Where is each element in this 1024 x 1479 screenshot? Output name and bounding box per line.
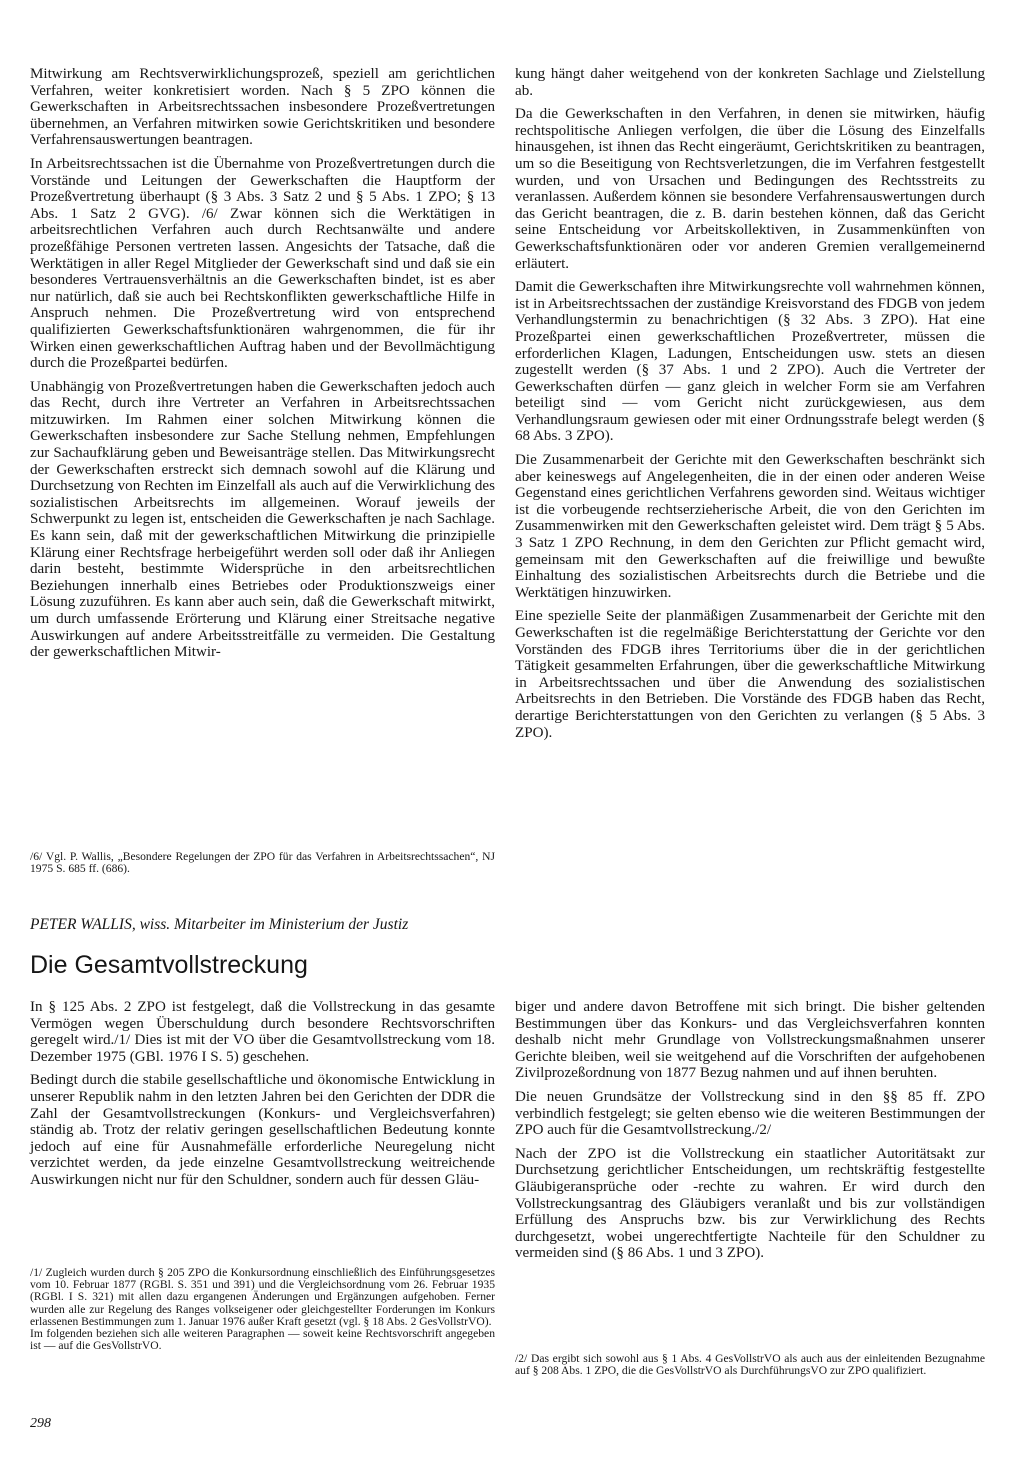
article1-col2-paragraph-1: kung hängt daher weitgehend von der konkreten Sachlage und Zielstellung ab.	[515, 66, 985, 99]
footnote-6: /6/ Vgl. P. Wallis, „Besondere Regelungen der ZPO für das Verfahren in Arbeitsrechtssachen“, NJ 1975 S. 685 ff. (686).	[30, 850, 495, 876]
article1-col2-paragraph-4: Die Zusammenarbeit der Gerichte mit den Gewerkschaften beschränkt sich aber keineswegs auf Angelegenheiten, die in der einen oder anderen Weise Gegenstand eines gerichtlichen Verfahrens geworden sind. Weitaus wichtiger ist die vorbeugende rechtserzieherische Arbeit, die von den Gerichten im Zusammenwirken mit den Gewerkschaften geleistet wird. Dem trägt § 5 Abs. 3 Satz 1 ZPO Rechnung, in dem den Gerichten zur Pflicht gemacht wird, gemeinsam mit den Gewerkschaften auf die freiwillige und bewußte Einhaltung des sozialistischen Arbeitsrechts durch die Betriebe und die Werktätigen hinzuwirken.	[515, 452, 985, 601]
article-title: Die Gesamtvollstreckung	[30, 951, 308, 979]
article1-footnotes	[30, 851, 495, 875]
article2-col1-paragraph-2: Bedingt durch die stabile gesellschaftliche und ökonomische Entwicklung in unserer Republik nahm in den letzten Jahren bei den Gerichten der DDR die Zahl der Gesamtvollstreckungen (Konkurs- und Vergleichsverfahren) ständig ab. Trotz der relativ geringen gesellschaftlichen Bedeutung konnte jedoch auf eine für Ausnahmefälle erforderliche Neuregelung nicht verzichtet werden, da jede einzelne Gesamtvollstreckung weitreichende Auswirkungen nicht nur für den Schuldner, sondern auch für dessen Gläu-	[30, 1072, 495, 1188]
page-number: 298	[30, 1416, 51, 1431]
article-byline: PETER WALLIS, wiss. Mitarbeiter im Ministerium der Justiz	[30, 916, 409, 933]
article1-col2-paragraph-2: Da die Gewerkschaften in den Verfahren, in denen sie mitwirken, häufig rechtspolitische Anliegen verfolgen, die über die Lösung des Einzelfalls hinausgehen, ist ihnen das Recht eingeräumt, Gerichtskritiken zu beantragen, um so die Beseitigung von Rechtsverletzungen, die im Verfahren festgestellt wurden, und von Ursachen und Bedingungen des Rechtsstreits zu veranlassen. Außerdem können sie besondere Verfahrensauswertungen durch das Gericht beantragen, die z. B. darin bestehen können, daß das Gericht seine Entscheidung vor Arbeitskollektiven, in Zusammenkünften von Gewerkschaftsfunktionären oder vor anderen Gremien verallgemeinernd erläutert.	[515, 106, 985, 272]
article1-col1-paragraph-1: Mitwirkung am Rechtsverwirklichungsprozeß, speziell am gerichtlichen Verfahren, weiter konkretisiert worden. Nach § 5 ZPO können die Gewerkschaften in Arbeitsrechtssachen insbesondere Prozeßvertretungen übernehmen, an Verfahren mitwirken sowie Gerichtskritiken und besondere Verfahrensauswertungen beantragen.	[30, 66, 495, 149]
footnote-1: /1/ Zugleich wurden durch § 205 ZPO die Konkursordnung einschließlich des Einführungsgesetzes vom 10. Februar 1877 (RGBl. S. 351 und 391) und die Vergleichsordnung vom 26. Februar 1935 (RGBl. I S. 321) mit allen dazu ergangenen Änderungen und Ergänzungen aufgehoben. Ferner wurden alle zur Regelung des Ranges volkseigener oder gleichgestellter Forderungen im Konkurs erlassenen Bestimmungen zum 1. Januar 1976 außer Kraft gesetzt (vgl. § 18 Abs. 2 GesVollstrVO).	[30, 1266, 495, 1328]
footnote-2: /2/ Das ergibt sich sowohl aus § 1 Abs. 4 GesVollstrVO als auch aus der einleitenden Bezugnahme auf § 208 Abs. 1 ZPO, die die GesVollstrVO als DurchführungsVO zur ZPO qualifiziert.	[515, 1352, 985, 1378]
article2-col2-paragraph-3: Nach der ZPO ist die Vollstreckung ein staatlicher Autoritätsakt zur Durchsetzung gerichtlicher Entscheidungen, um rechtskräftig festgestellte Gläubigeransprüche oder -rechte zu wahren. Er wird durch den Vollstreckungsantrag des Gläubigers veranlaßt und bis zur vollständigen Erfüllung des Anspruchs bzw. bis zur Verwirklichung des Rechts durchgesetzt, wobei ungerechtfertigte Nachteile für den Schuldner zu vermeiden sind (§ 86 Abs. 1 und 3 ZPO).	[515, 1145, 985, 1262]
article1-col2-paragraph-5: Eine spezielle Seite der planmäßigen Zusammenarbeit der Gerichte mit den Gewerkschaften ist die regelmäßige Berichterstattung der Gerichte vor den Vorständen des FDGB ihres Territoriums über die in der gerichtlichen Tätigkeit gesammelten Erfahrungen, über die gewerkschaftliche Mitwirkung in Arbeitsrechtssachen und über die Anwendung des sozialistischen Arbeitsrechts in den Betrieben. Die Vorstände des FDGB haben das Recht, derartige Berichterstattungen von den Gerichten zu verlangen (§ 5 Abs. 3 ZPO).	[515, 608, 985, 741]
article1-col1-paragraph-2: In Arbeitsrechtssachen ist die Übernahme von Prozeßvertretungen durch die Vorstände und Leitungen der Gewerkschaften die Hauptform der Prozeßvertretung überhaupt (§ 3 Abs. 3 Satz 2 und § 5 Abs. 1 ZPO; § 13 Abs. 1 Satz 2 GVG). /6/ Zwar können sich die Werktätigen in arbeitsrechtlichen Verfahren auch durch Rechtsanwälte und andere prozeßfähige Personen vertreten lassen. Angesichts der Tatsache, daß die Werktätigen in aller Regel Mitglieder der Gewerkschaft sind und daß sie ein besonderes Vertrauensverhältnis an die Gewerkschaften bindet, ist es aber nur natürlich, daß sie auch bei Rechtskonflikten gewerkschaftliche Hilfe in Anspruch nehmen. Die Prozeßvertretung wird von entsprechend qualifizierten Gewerkschaftsfunktionären wahrgenommen, die für ihr Wirken einen gewerkschaftlichen Auftrag haben und der Bevollmächtigung durch die Prozeßpartei bedürfen.	[30, 155, 495, 372]
article2-footnotes-left	[30, 1267, 495, 1352]
article1-column-left	[30, 66, 495, 668]
article2-footnotes-right	[515, 1353, 985, 1377]
article2-column-right	[515, 999, 985, 1269]
article2-col2-paragraph-2: Die neuen Grundsätze der Vollstreckung sind in den §§ 85 ff. ZPO verbindlich festgelegt; sie gelten ebenso wie die weiteren Bestimmungen der ZPO auch für die Gesamtvollstreckung./2/	[515, 1088, 985, 1139]
footnote-1-note: Im folgenden beziehen sich alle weiteren Paragraphen — soweit keine Rechtsvorschrift angegeben ist — auf die GesVollstrVO.	[30, 1327, 495, 1353]
article2-column-left	[30, 999, 495, 1196]
article2-col2-paragraph-1: biger und andere davon Betroffene mit sich bringt. Die bisher geltenden Bestimmungen über das Konkurs- und das Vergleichsverfahren konnten deshalb nicht mehr Grundlage von Vollstreckungsmaßnahmen unserer Gerichte bleiben, weil sie weitgehend auf die Vorschriften der aufgehobenen Zivilprozeßordnung von 1877 Bezug nahmen und auf ihnen beruhten.	[515, 999, 985, 1082]
article1-col1-paragraph-3: Unabhängig von Prozeßvertretungen haben die Gewerkschaften jedoch auch das Recht, durch ihre Vertreter an Verfahren in Arbeitsrechtssachen mitzuwirken. Im Rahmen einer solchen Mitwirkung können die Gewerkschaften insbesondere zur Sache Stellung nehmen, Empfehlungen zur Sachaufklärung geben und Beweisanträge stellen. Das Mitwirkungsrecht der Gewerkschaften erstreckt sich demnach sowohl auf die Klärung und Durchsetzung von Rechten im Einzelfall als auch auf die Verwirklichung des sozialistischen Arbeitsrechts im allgemeinen. Worauf jeweils der Schwerpunkt zu legen ist, entscheiden die Gewerkschaften je nach Sachlage. Es kann sein, daß mit der gewerkschaftlichen Mitwirkung die prinzipielle Klärung einer Rechtsfrage herbeigeführt werden soll oder daß ihr Anliegen darin besteht, bestimmte Widersprüche in den arbeitsrechtlichen Beziehungen innerhalb eines Betriebes oder Produktionszweigs einer Lösung zuzuführen. Es kann aber auch sein, daß die Gewerkschaft mitwirkt, um durch umfassende Erörterung und Klärung einer Streitsache negative Auswirkungen auf andere Arbeitsstreitfälle zu vermeiden. Die Gestaltung der gewerkschaftlichen Mitwir-	[30, 378, 495, 661]
article1-column-right	[515, 66, 985, 748]
article1-col2-paragraph-3: Damit die Gewerkschaften ihre Mitwirkungsrechte voll wahrnehmen können, ist in Arbeitsrechtssachen der zuständige Kreisvorstand des FDGB von jedem Verhandlungstermin zu benachrichtigen (§ 32 Abs. 3 ZPO). Hat eine Prozeßpartei einen gewerkschaftlichen Prozeßvertreter, müssen die erforderlichen Klagen, Ladungen, Entscheidungen usw. stets an diesen zugestellt werden (§ 37 Abs. 1 und 2 ZPO). Auch die Vertreter der Gewerkschaften dürfen — ganz gleich in welcher Form sie am Verfahren beteiligt sind — vom Gericht nicht zurückgewiesen, aus dem Verhandlungsraum gewiesen oder mit einer Ordnungsstrafe belegt werden (§ 68 Abs. 3 ZPO).	[515, 279, 985, 445]
article2-col1-paragraph-1: In § 125 Abs. 2 ZPO ist festgelegt, daß die Vollstreckung in das gesamte Vermögen wegen Überschuldung durch besondere Rechtsvorschriften geregelt wird./1/ Dies ist mit der VO über die Gesamtvollstreckung vom 18. Dezember 1975 (GBl. 1976 I S. 5) geschehen.	[30, 999, 495, 1065]
